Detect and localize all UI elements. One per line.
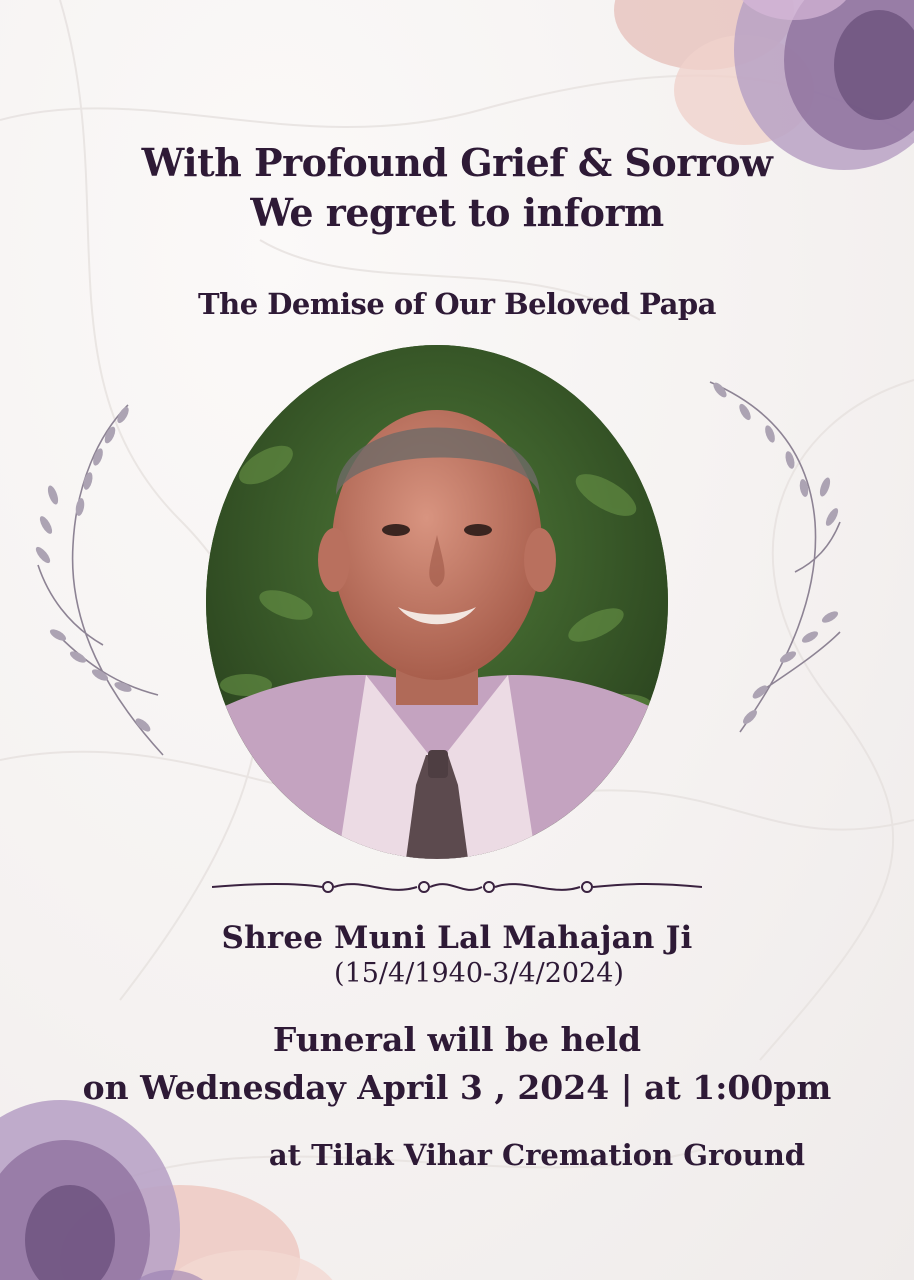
ornamental-divider (212, 872, 702, 902)
lavender-sprig-left-icon (28, 395, 178, 765)
portrait-illustration (206, 345, 668, 859)
floral-decoration-top-right (594, 0, 914, 220)
heading-line-1: With Profound Grief & Sorrow (141, 140, 773, 185)
lavender-sprig-right-icon (700, 372, 850, 742)
deceased-name: Shree Muni Lal Mahajan Ji (221, 920, 693, 956)
portrait-photo (206, 345, 668, 859)
funeral-venue: at Tilak Vihar Cremation Ground (268, 1138, 806, 1172)
deceased-dates: (15/4/1940-3/4/2024) (334, 958, 624, 989)
funeral-line-1: Funeral will be held (272, 1020, 642, 1059)
heading-line-2: We regret to inform (250, 190, 664, 235)
funeral-line-2: on Wednesday April 3 , 2024 | at 1:00pm (82, 1068, 832, 1107)
subheading: The Demise of Our Beloved Papa (198, 287, 716, 321)
